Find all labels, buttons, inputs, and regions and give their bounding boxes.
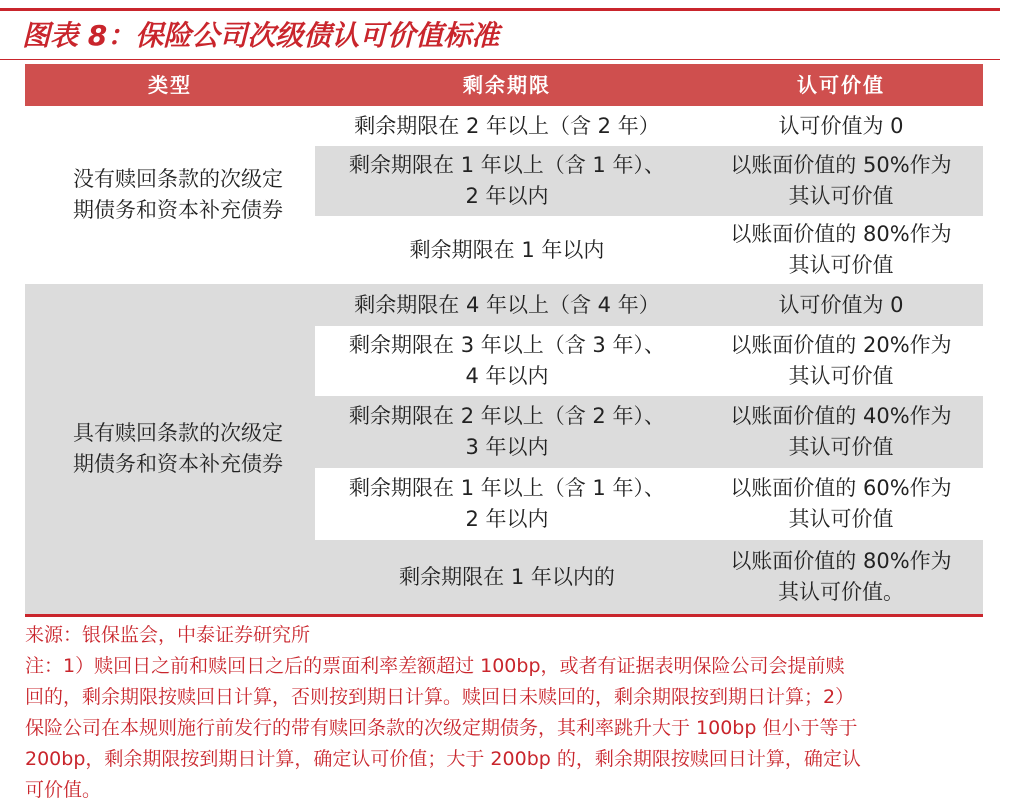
value-cell bbox=[699, 396, 983, 468]
term-line: 2 年以内 bbox=[465, 507, 549, 531]
value-line: 以账面价值的 60%作为 bbox=[730, 476, 952, 500]
value-cell bbox=[699, 146, 983, 216]
note-line: 保险公司在本规则施行前发行的带有赎回条款的次级定期债务，其利率跳升大于 100bp 但小于等于 bbox=[25, 717, 858, 739]
term-cell bbox=[315, 106, 699, 146]
category-no-call bbox=[25, 106, 315, 284]
value-line: 其认可价值 bbox=[788, 184, 894, 208]
value-line: 以账面价值的 20%作为 bbox=[730, 333, 952, 357]
term-cell bbox=[315, 540, 699, 614]
header-recognized-value: 认可价值 bbox=[699, 64, 983, 106]
table-bottom-rule bbox=[25, 614, 983, 617]
value-line: 其认可价值 bbox=[788, 253, 894, 277]
term-cell bbox=[315, 146, 699, 216]
term-line: 剩余期限在 2 年以上（含 2 年）、 bbox=[349, 404, 665, 428]
term-line: 3 年以内 bbox=[465, 435, 549, 459]
notes-block bbox=[25, 620, 985, 806]
value-line: 以账面价值的 80%作为 bbox=[730, 549, 952, 573]
term-line: 剩余期限在 3 年以上（含 3 年）、 bbox=[349, 333, 665, 357]
title-bottom-rule bbox=[0, 59, 1000, 60]
note-line: 200bp，剩余期限按到期日计算，确定认可价值；大于 200bp 的，剩余期限按赎回日计算，确定认 bbox=[25, 748, 861, 770]
category-line: 具有赎回条款的次级定 bbox=[73, 421, 283, 445]
term-cell bbox=[315, 284, 699, 326]
value-cell bbox=[699, 540, 983, 614]
value-line: 以账面价值的 40%作为 bbox=[730, 404, 952, 428]
term-line: 剩余期限在 1 年以内 bbox=[409, 237, 605, 262]
term-cell bbox=[315, 326, 699, 396]
category-line: 没有赎回条款的次级定 bbox=[73, 167, 283, 191]
term-line: 剩余期限在 1 年以内的 bbox=[399, 564, 615, 589]
category-line: 期债务和资本补充债券 bbox=[73, 452, 283, 476]
term-line: 4 年以内 bbox=[465, 364, 549, 388]
note-line: 可价值。 bbox=[25, 779, 102, 801]
figure-title: 图表 8：保险公司次级债认可价值标准 bbox=[22, 19, 500, 52]
note-line: 回的，剩余期限按赎回日计算，否则按到期日计算。赎回日未赎回的，剩余期限按到期日计算；2） bbox=[25, 686, 855, 708]
value-line: 其认可价值。 bbox=[777, 580, 904, 604]
value-line: 其认可价值 bbox=[788, 507, 894, 531]
title-top-rule bbox=[0, 8, 1000, 11]
source-line: 来源：银保监会，中泰证券研究所 bbox=[25, 624, 311, 646]
value-cell bbox=[699, 326, 983, 396]
header-remaining-term: 剩余期限 bbox=[315, 64, 699, 106]
term-line: 剩余期限在 4 年以上（含 4 年） bbox=[354, 292, 660, 317]
value-line: 以账面价值的 80%作为 bbox=[730, 222, 952, 246]
term-line: 2 年以内 bbox=[465, 184, 549, 208]
value-line: 以账面价值的 50%作为 bbox=[730, 153, 952, 177]
category-line: 期债务和资本补充债券 bbox=[73, 198, 283, 222]
term-cell bbox=[315, 396, 699, 468]
value-line: 认可价值为 0 bbox=[778, 292, 904, 317]
value-line: 其认可价值 bbox=[788, 435, 894, 459]
value-line: 其认可价值 bbox=[788, 364, 894, 388]
value-cell bbox=[699, 468, 983, 540]
term-line: 剩余期限在 2 年以上（含 2 年） bbox=[354, 113, 660, 138]
header-type: 类型 bbox=[25, 64, 315, 106]
term-line: 剩余期限在 1 年以上（含 1 年）、 bbox=[349, 476, 665, 500]
value-cell bbox=[699, 284, 983, 326]
note-line: 注：1）赎回日之前和赎回日之后的票面利率差额超过 100bp，或者有证据表明保险公司会提前赎 bbox=[25, 655, 845, 677]
term-cell bbox=[315, 216, 699, 284]
value-line: 认可价值为 0 bbox=[778, 113, 904, 138]
term-cell bbox=[315, 468, 699, 540]
category-with-call bbox=[25, 284, 315, 614]
value-cell bbox=[699, 216, 983, 284]
term-line: 剩余期限在 1 年以上（含 1 年）、 bbox=[349, 153, 665, 177]
recognition-value-table bbox=[25, 64, 983, 616]
value-cell bbox=[699, 106, 983, 146]
